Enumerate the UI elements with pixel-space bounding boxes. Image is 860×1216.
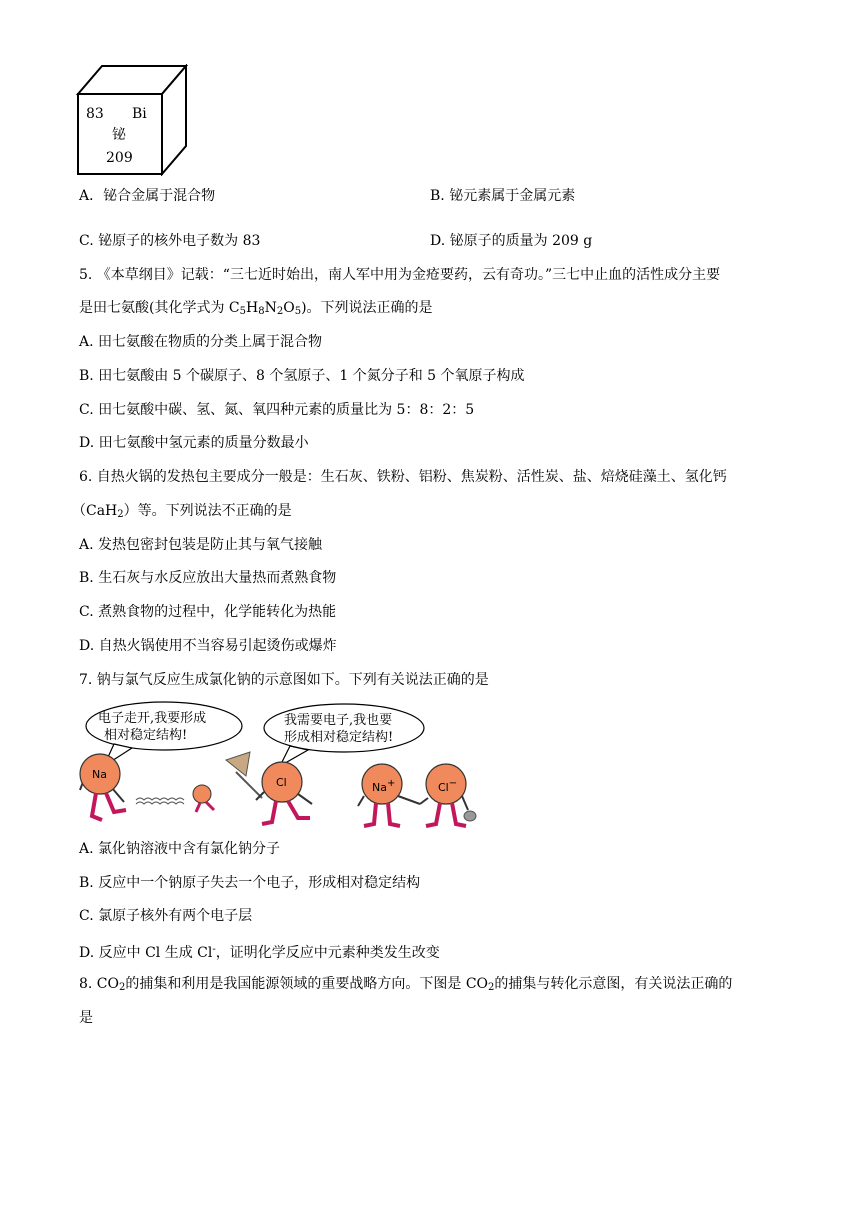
- q7-stem: 7. 钠与氯气反应生成氯化钠的示意图如下。下列有关说法正确的是: [79, 672, 489, 688]
- bubble-right-line1: 我需要电子,我也要: [284, 713, 393, 728]
- ion-label-cl: Cl−: [438, 778, 458, 794]
- q4-option-a: A．铋合金属于混合物: [79, 188, 216, 204]
- q5-option-c: C. 田七氨酸中碳、氢、氮、氧四种元素的质量比为 5：8：2：5: [79, 402, 475, 418]
- butterfly-net: [226, 752, 262, 798]
- q8-stem-line2: 是: [79, 1010, 93, 1026]
- sodium-atom-figure: [80, 754, 126, 820]
- element-symbol: Bi: [132, 106, 147, 122]
- q5-stem-line1: 5. 《本草纲目》记载：“三七近时始出，南人军中用为金疮要药，云有奇功。”三七中止血的活性成分主要: [79, 267, 721, 283]
- bismuth-element-card: [76, 64, 196, 176]
- electron-figure: [193, 785, 214, 812]
- q8-stem-line1: 8. $CO_2$的捕集和利用是我国能源领域的重要战略方向。下图是 $CO_2$的捕集与转化示意图，有关说法正确的: [79, 976, 733, 993]
- sodium-ion-figure: [358, 764, 420, 826]
- q5-option-b: B. 田七氨酸由 5 个碳原子、8 个氢原子、1 个氮分子和 5 个氧原子构成: [79, 368, 525, 384]
- chloride-ion-figure: [420, 764, 476, 826]
- sodium-chlorine-illustration: [76, 700, 486, 834]
- atom-label-cl: Cl: [276, 776, 287, 789]
- q7-option-b: B. 反应中一个钠原子失去一个电子，形成相对稳定结构: [79, 875, 421, 891]
- atomic-number: 83: [86, 106, 104, 122]
- q6-option-b: B. 生石灰与水反应放出大量热而煮熟食物: [79, 570, 337, 586]
- q6-stem-line2: （CaH$_2$）等。下列说法不正确的是: [72, 503, 292, 520]
- q4-option-d: D. 铋原子的质量为 209 g: [430, 233, 593, 249]
- bubble-right-line2: 形成相对稳定结构!: [284, 730, 394, 745]
- atom-label-na: Na: [92, 768, 107, 781]
- q5-stem-line2: 是田七氨酸(其化学式为 $C_5H_8N_2O_5$)。下列说法正确的是: [79, 300, 433, 317]
- q7-option-a: A. 氯化钠溶液中含有氯化钠分子: [79, 841, 281, 857]
- q5-option-a: A. 田七氨酸在物质的分类上属于混合物: [79, 334, 323, 350]
- atomic-mass: 209: [106, 150, 133, 166]
- ion-label-na: Na+: [372, 778, 396, 794]
- q6-option-d: D. 自热火锅使用不当容易引起烫伤或爆炸: [79, 638, 337, 654]
- chlorine-atom-figure: [256, 762, 312, 824]
- electron-trail: [136, 798, 184, 804]
- q7-option-d: D. 反应中 Cl 生成 Cl-，证明化学反应中元素种类发生改变: [79, 944, 440, 961]
- q6-option-a: A. 发热包密封包装是防止其与氧气接触: [79, 537, 323, 553]
- q4-option-b: B. 铋元素属于金属元素: [430, 188, 576, 204]
- q7-option-c: C. 氯原子核外有两个电子层: [79, 908, 253, 924]
- q6-option-c: C. 煮熟食物的过程中，化学能转化为热能: [79, 604, 337, 620]
- q6-stem-line1: 6. 自热火锅的发热包主要成分一般是：生石灰、铁粉、铝粉、焦炭粉、活性炭、盐、焙烧硅藻土、氢化钙: [79, 469, 727, 485]
- q5-option-d: D. 田七氨酸中氢元素的质量分数最小: [79, 435, 309, 451]
- q4-option-c: C. 铋原子的核外电子数为 83: [79, 233, 261, 249]
- element-name: 铋: [112, 127, 126, 143]
- bubble-left-line1: 电子走开,我要形成: [98, 711, 207, 726]
- bubble-left-line2: 相对稳定结构!: [104, 728, 188, 743]
